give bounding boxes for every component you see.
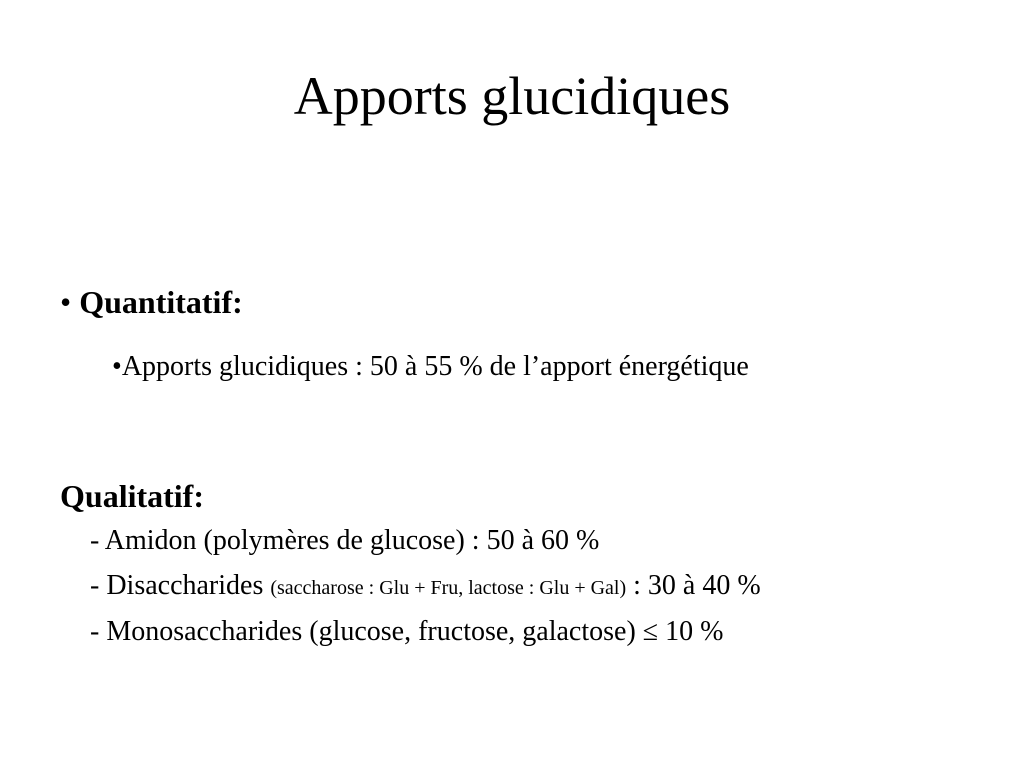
qualitatif-item-amidon: - Amidon (polymères de glucose) : 50 à 60 % bbox=[90, 525, 600, 556]
qualitatif-heading: Qualitatif: bbox=[60, 478, 204, 514]
qualitatif-item-disaccharides bbox=[90, 568, 761, 606]
qualitatif-item-monosaccharides: - Monosaccharides (glucose, fructose, galactose) ≤ 10 % bbox=[90, 616, 724, 647]
quantitatif-item bbox=[112, 349, 749, 385]
slide-title: Apports glucidiques bbox=[293, 66, 731, 126]
quantitatif-heading bbox=[60, 282, 243, 322]
quantitatif-item-text: Apports glucidiques : 50 à 55 % de l’apport énergétique bbox=[121, 351, 749, 382]
quantitatif-label: Quantitatif: bbox=[79, 284, 243, 320]
disaccharides-main: - Disaccharides bbox=[90, 570, 264, 601]
sub-bullet-marker: • bbox=[112, 351, 122, 382]
disaccharides-detail: (saccharose : Glu + Fru, lactose : Glu + Gal) bbox=[270, 577, 627, 599]
disaccharides-value: : 30 à 40 % bbox=[633, 570, 761, 601]
bullet-marker: • bbox=[60, 284, 72, 320]
